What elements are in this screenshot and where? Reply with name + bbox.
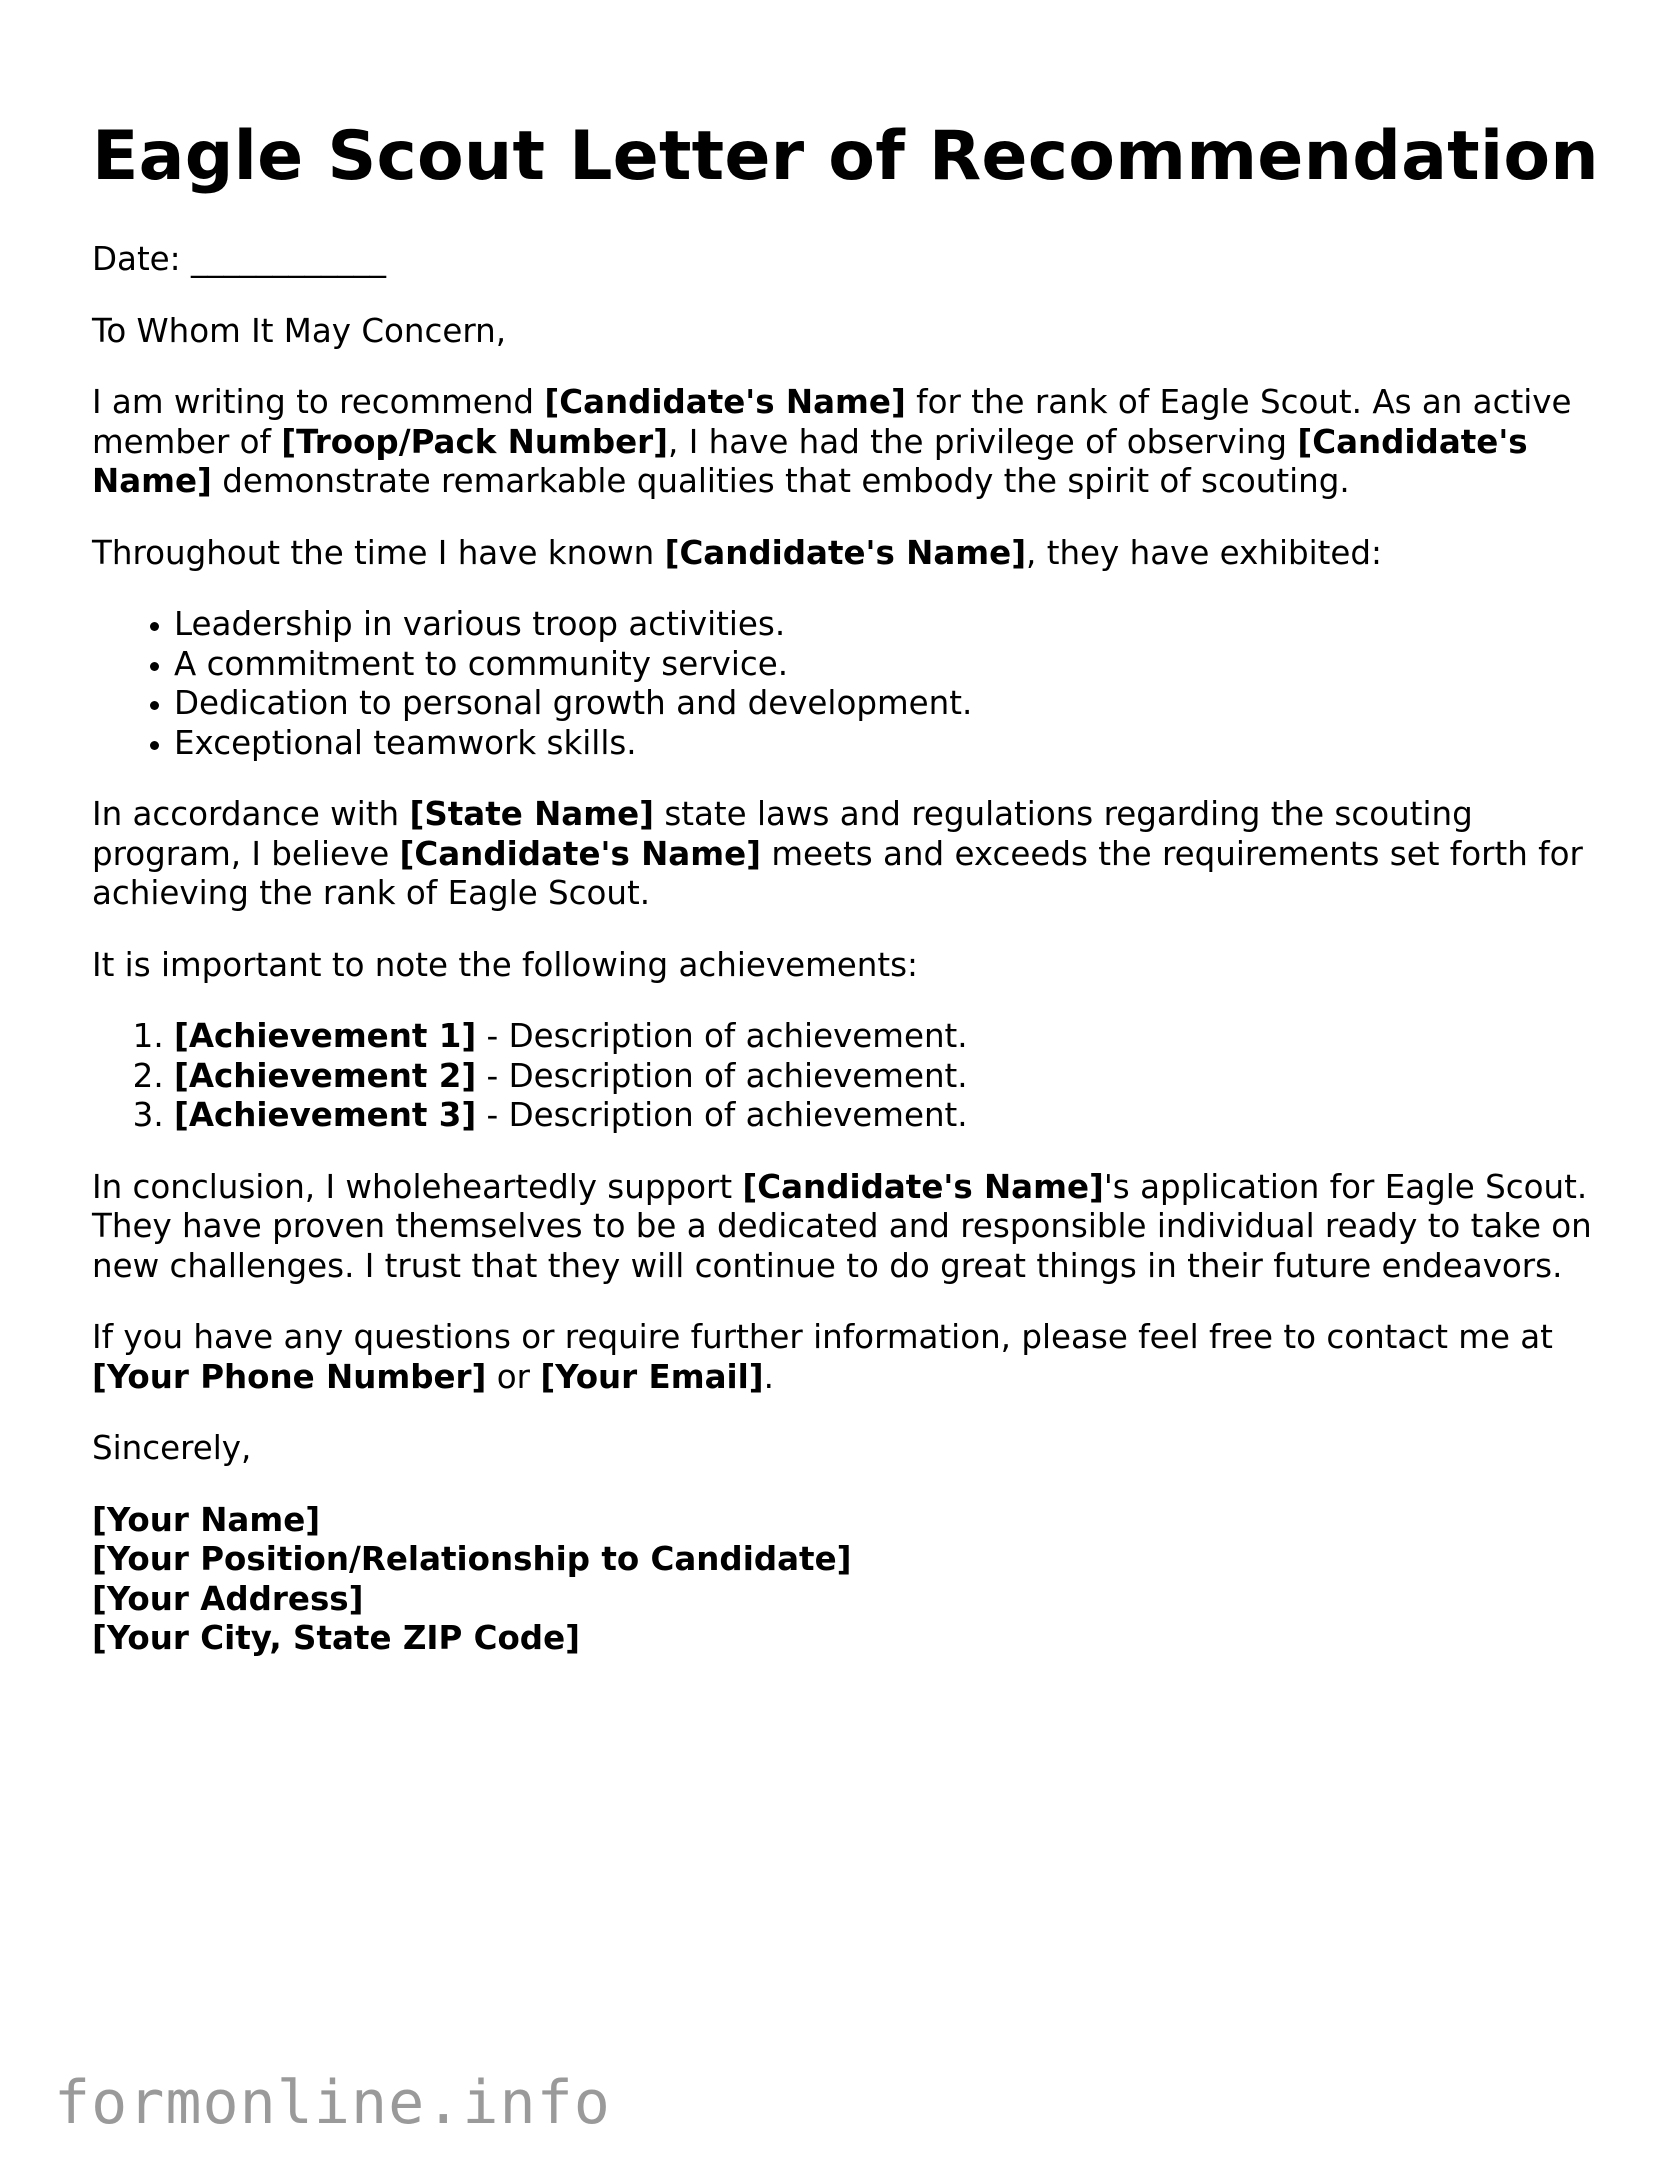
exhibited-text-1: Throughout the time I have known [92, 533, 665, 572]
letter-body [92, 240, 1602, 1659]
qualities-list [92, 605, 1602, 763]
achievements-intro: It is important to note the following achievements: [92, 945, 918, 984]
list-item: • Exceptional teamwork skills. [174, 724, 1602, 764]
phone-placeholder: [Your Phone Number] [92, 1357, 487, 1396]
state-name-placeholder: [State Name] [409, 795, 654, 833]
achievement-label: [Achievement 3] [174, 1096, 477, 1134]
exhibited-text-2: , they have exhibited: [1026, 533, 1382, 572]
intro-text-3: , I have had the privilege of observing [668, 422, 1298, 461]
contact-text-1: If you have any questions or require further information, please feel free to contact me at [92, 1318, 1553, 1356]
date-line: Date: ____________ [92, 240, 386, 278]
conclusion-text-1: In conclusion, I wholeheartedly support [92, 1167, 743, 1206]
list-item [174, 1096, 1602, 1136]
contact-text-2: or [486, 1357, 541, 1396]
page-title: Eagle Scout Letter of Recommendation [92, 117, 1599, 196]
candidate-name-placeholder: [Candidate's Name] [742, 1167, 1104, 1206]
list-item [174, 1057, 1602, 1097]
state-paragraph [92, 795, 1602, 914]
signature-name: [Your Name] [92, 1500, 321, 1539]
watermark: formonline.info [54, 2068, 611, 2138]
list-item: • Leadership in various troop activities. [174, 605, 1602, 645]
signature-position: [Your Position/Relationship to Candidate] [92, 1540, 852, 1578]
candidate-name-placeholder: [Candidate's Name] [92, 422, 1528, 500]
intro-text-1: I am writing to recommend [92, 383, 545, 421]
achievement-label: [Achievement 1] [174, 1017, 477, 1055]
signature-address: [Your Address] [92, 1579, 364, 1618]
achievement-description: - Description of achievement. [476, 1017, 968, 1055]
list-item [174, 1017, 1602, 1057]
state-text-1: In accordance with [92, 795, 410, 833]
candidate-name-placeholder: [Candidate's Name] [544, 383, 906, 421]
list-item: • A commitment to community service. [174, 645, 1602, 685]
intro-text-2: for the rank of Eagle Scout. As an active member of [92, 383, 1572, 461]
candidate-name-placeholder: [Candidate's Name] [664, 533, 1027, 572]
greeting: To Whom It May Concern, [92, 311, 507, 350]
signature-block [92, 1501, 1602, 1659]
achievement-description: - Description of achievement. [476, 1056, 968, 1095]
intro-paragraph [92, 383, 1602, 502]
contact-paragraph [92, 1318, 1602, 1397]
contact-text-3: . [763, 1357, 774, 1396]
achievement-description: - Description of achievement. [476, 1096, 968, 1134]
achievements-list [92, 1017, 1602, 1136]
intro-text-4: demonstrate remarkable qualities that embody the spirit of scouting. [211, 462, 1350, 500]
closing: Sincerely, [92, 1429, 252, 1467]
list-item: • Dedication to personal growth and development. [174, 684, 1602, 724]
email-placeholder: [Your Email] [540, 1357, 764, 1396]
conclusion-text-2: 's application for Eagle Scout. They have proven themselves to be a dedicated and responsible individual ready to take on new challenges. I trust that they will continue to do great things in their future endeavors. [92, 1167, 1592, 1285]
troop-pack-number-placeholder: [Troop/Pack Number] [281, 422, 669, 461]
state-text-2: state laws and regulations regarding the scouting program, I believe [92, 795, 1473, 873]
achievement-label: [Achievement 2] [174, 1056, 477, 1095]
exhibited-paragraph [92, 534, 1602, 574]
signature-city-state-zip: [Your City, State ZIP Code] [92, 1619, 580, 1657]
candidate-name-placeholder: [Candidate's Name] [399, 834, 761, 873]
state-text-3: meets and exceeds the requirements set forth for achieving the rank of Eagle Scout. [92, 834, 1583, 912]
conclusion-paragraph [92, 1168, 1602, 1287]
